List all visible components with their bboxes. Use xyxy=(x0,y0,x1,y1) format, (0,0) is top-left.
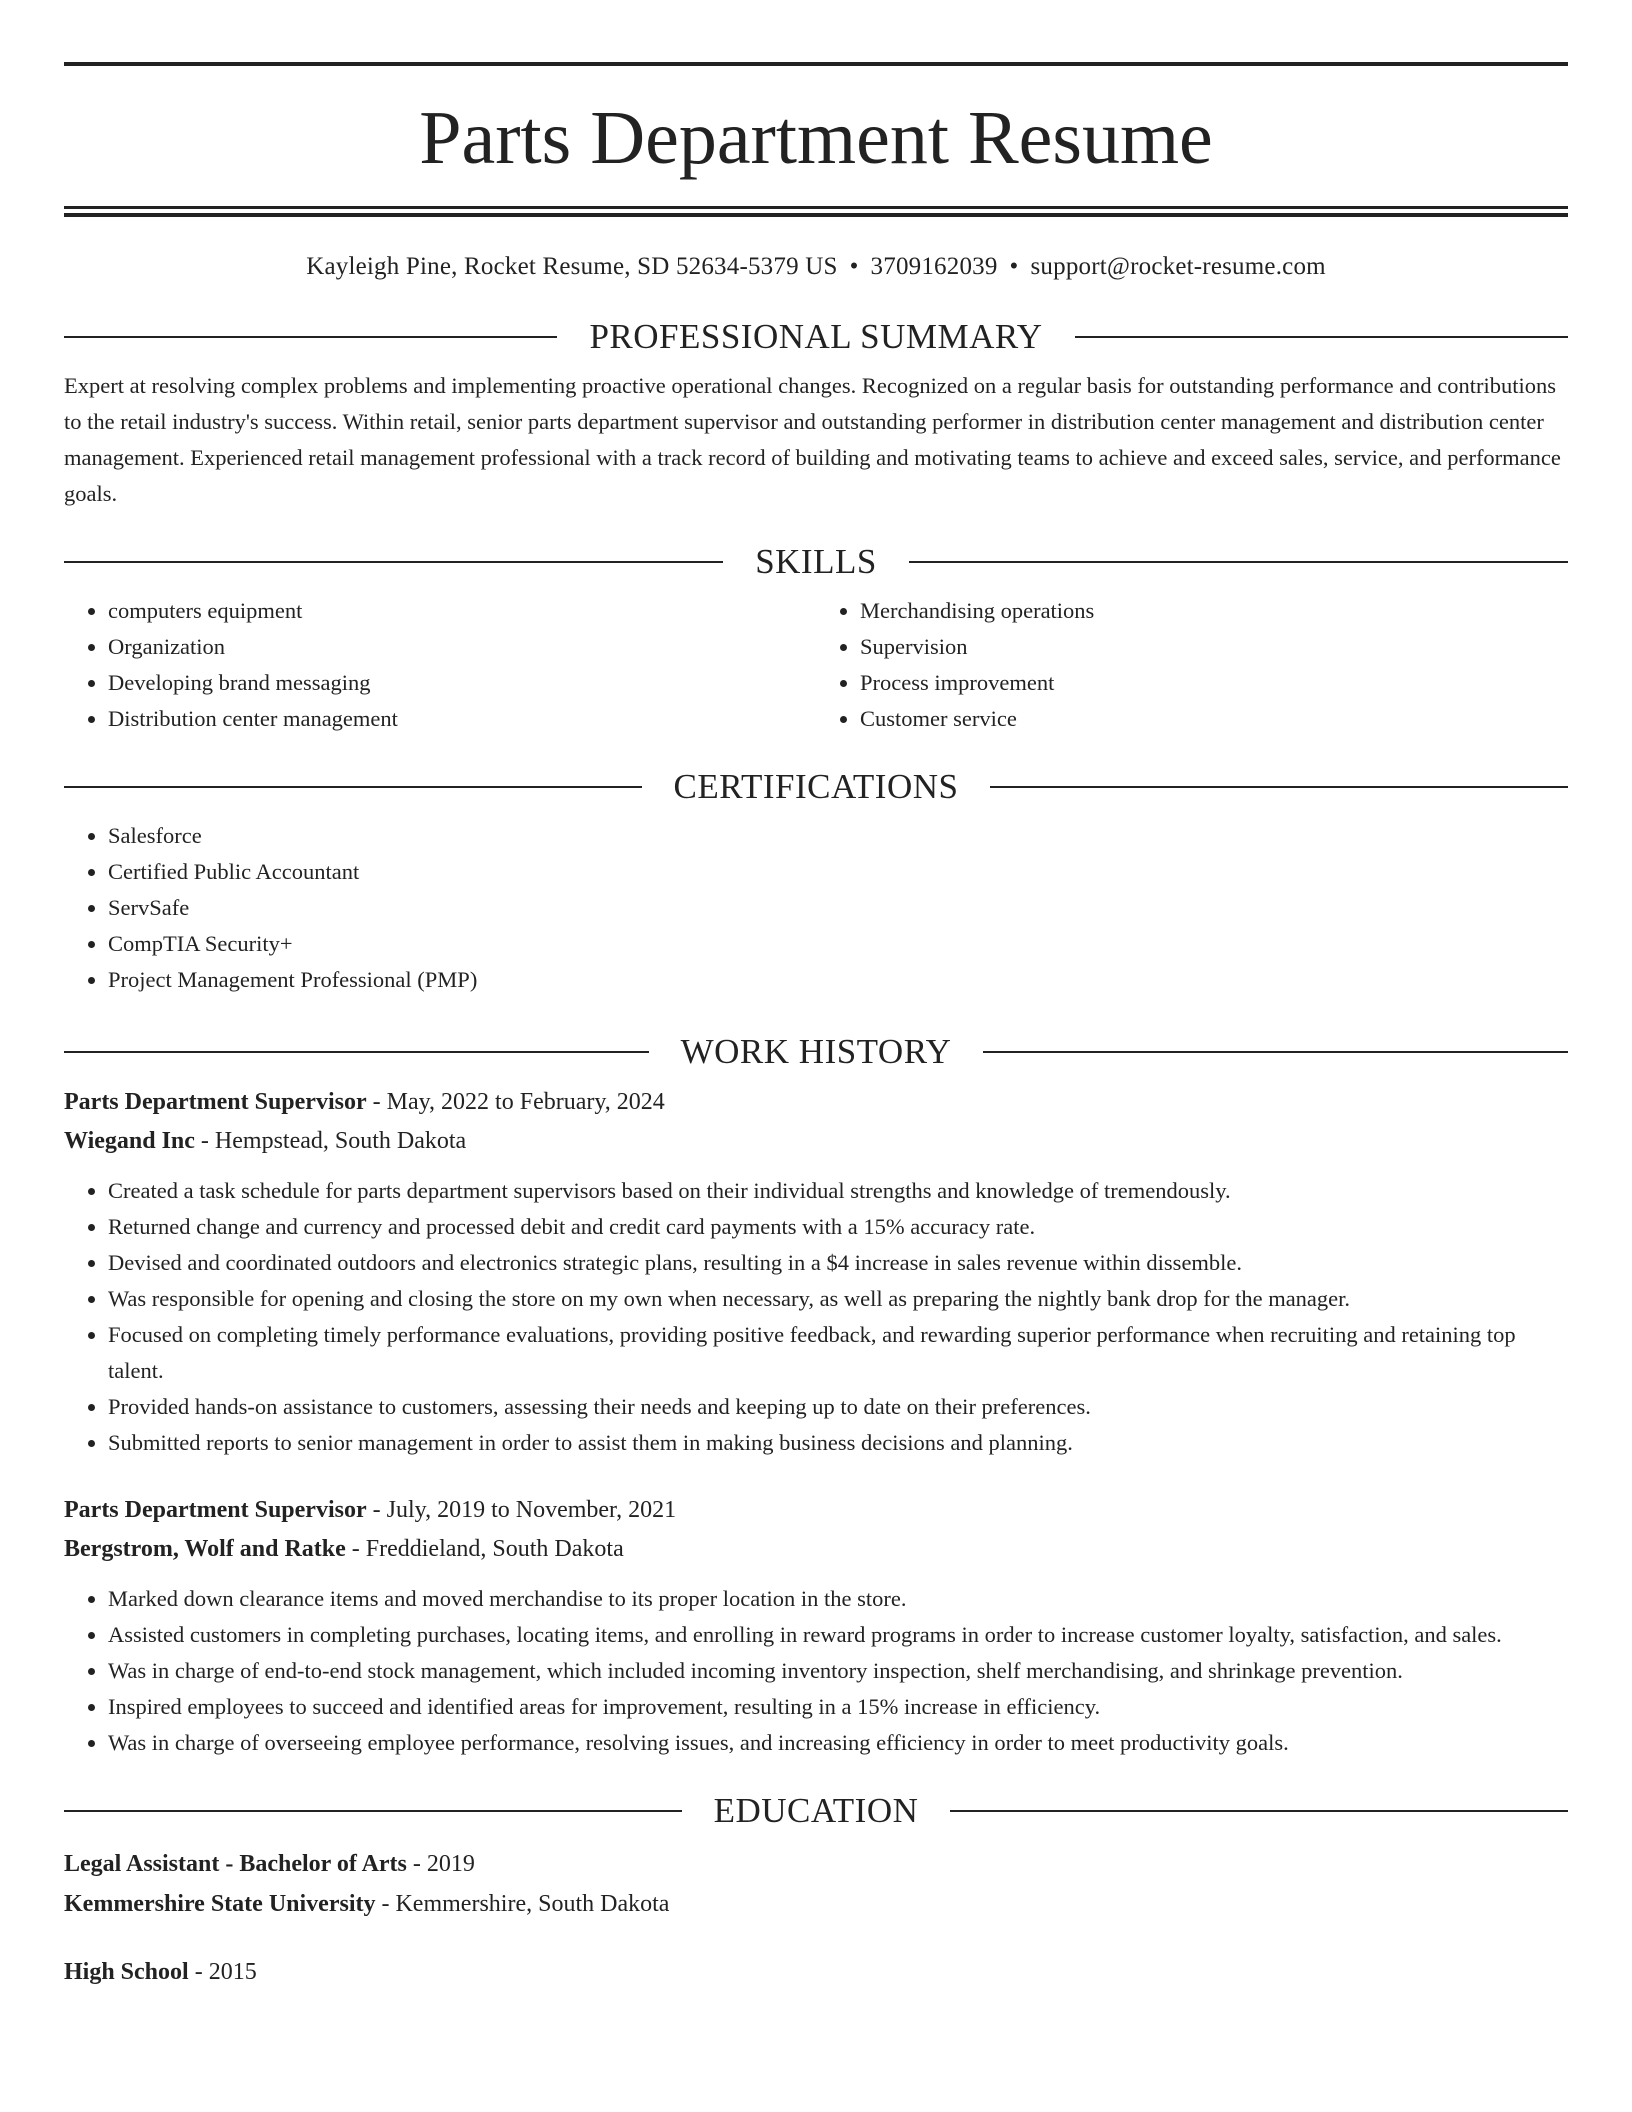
title-double-rule xyxy=(64,206,1568,217)
section-rule xyxy=(64,786,642,788)
skill-item: • Process improvement xyxy=(860,665,1568,701)
certification-item: • ServSafe xyxy=(108,890,1568,926)
job-bullet: • Was responsible for opening and closing the store on my own when necessary, as well as preparing the nightly bank drop for the manager. xyxy=(108,1281,1568,1317)
job-dates: - May, 2022 to February, 2024 xyxy=(366,1089,665,1115)
page-title: Parts Department Resume xyxy=(419,96,1213,180)
skills-list xyxy=(64,593,1568,737)
job-title-line xyxy=(64,1083,1568,1122)
job-bullets xyxy=(64,1581,1568,1761)
job-bullet: • Was in charge of overseeing employee performance, resolving issues, and increasing efficiency in order to meet productivity goals. xyxy=(108,1725,1568,1761)
section-rule xyxy=(64,336,557,338)
job-bullet: • Devised and coordinated outdoors and electronics strategic plans, resulting in a $4 increase in sales revenue within dissemble. xyxy=(108,1245,1568,1281)
section-title: SKILLS xyxy=(755,542,877,581)
job-location: - Freddieland, South Dakota xyxy=(345,1536,624,1562)
job-bullet: • Provided hands-on assistance to customers, assessing their needs and keeping up to date on their preferences. xyxy=(108,1389,1568,1425)
section-rule xyxy=(983,1051,1568,1053)
section-rule xyxy=(909,561,1568,563)
job-title: Parts Department Supervisor xyxy=(64,1089,367,1115)
job-bullet: • Created a task schedule for parts department supervisors based on their individual strengths and knowledge of tremendously. xyxy=(108,1173,1568,1209)
education-degree-line xyxy=(64,1844,1568,1884)
job-bullet: • Marked down clearance items and moved merchandise to its proper location in the store. xyxy=(108,1581,1568,1617)
section-rule xyxy=(1075,336,1568,338)
certifications-list xyxy=(64,818,1568,998)
job-bullet: • Assisted customers in completing purchases, locating items, and enrolling in reward programs in order to increase customer loyalty, satisfaction, and sales. xyxy=(108,1617,1568,1653)
section-title: PROFESSIONAL SUMMARY xyxy=(589,317,1043,356)
section-title: EDUCATION xyxy=(713,1791,919,1830)
job-bullet: • Focused on completing timely performance evaluations, providing positive feedback, and rewarding superior performance when recruiting and retaining top talent. xyxy=(108,1317,1568,1389)
certification-item: • Project Management Professional (PMP) xyxy=(108,962,1568,998)
section-header-education xyxy=(64,1793,1568,1828)
contact-line xyxy=(64,253,1568,281)
education-degree: Legal Assistant - Bachelor of Arts xyxy=(64,1851,407,1877)
job-title: Parts Department Supervisor xyxy=(64,1497,367,1523)
job-entry xyxy=(64,1083,1568,1461)
section-header-summary xyxy=(64,319,1568,354)
skill-item: • Supervision xyxy=(860,629,1568,665)
job-company-line xyxy=(64,1122,1568,1161)
education-school: Kemmershire State University xyxy=(64,1891,376,1917)
summary-text: Expert at resolving complex problems and implementing proactive operational changes. Recognized on a regular basis for outstanding performance and contributions to the retail industry's success. Within retail, senior parts department supervisor and outstanding performer in distribution center management and distribution center management. Experienced retail management professional with a track record of building and motivating teams to achieve and exceed sales, service, and performance goals. xyxy=(64,373,1561,506)
job-bullet: • Returned change and currency and processed debit and credit card payments with a 15% accuracy rate. xyxy=(108,1209,1568,1245)
job-company-line xyxy=(64,1530,1568,1569)
job-dates: - July, 2019 to November, 2021 xyxy=(366,1497,677,1523)
education-entry xyxy=(64,1844,1568,1924)
education-year: - 2015 xyxy=(188,1959,257,1985)
section-rule xyxy=(64,561,723,563)
skill-item: • Organization xyxy=(108,629,816,665)
skill-item: • Distribution center management xyxy=(108,701,816,737)
education-degree: High School xyxy=(64,1959,189,1985)
certification-item: • CompTIA Security+ xyxy=(108,926,1568,962)
contact-address: Kayleigh Pine, Rocket Resume, SD 52634-5379 US xyxy=(306,253,838,280)
certification-item: • Certified Public Accountant xyxy=(108,854,1568,890)
section-rule xyxy=(64,1810,682,1812)
top-rule xyxy=(64,62,1568,66)
job-bullet: • Inspired employees to succeed and identified areas for improvement, resulting in a 15% increase in efficiency. xyxy=(108,1689,1568,1725)
skill-item: • Customer service xyxy=(860,701,1568,737)
job-company: Bergstrom, Wolf and Ratke xyxy=(64,1536,346,1562)
job-bullets xyxy=(64,1173,1568,1461)
skills-column-right xyxy=(816,593,1568,737)
skill-item: • Merchandising operations xyxy=(860,593,1568,629)
skill-item: • Developing brand messaging xyxy=(108,665,816,701)
job-title-line xyxy=(64,1491,1568,1530)
skill-item: • computers equipment xyxy=(108,593,816,629)
section-rule xyxy=(64,1051,649,1053)
education-degree-line xyxy=(64,1952,1568,1992)
education-school-line xyxy=(64,1884,1568,1924)
section-rule xyxy=(990,786,1568,788)
certification-item: • Salesforce xyxy=(108,818,1568,854)
job-bullet: • Submitted reports to senior management in order to assist them in making business decisions and planning. xyxy=(108,1425,1568,1461)
job-bullet: • Was in charge of end-to-end stock management, which included incoming inventory inspection, shelf merchandising, and shrinkage prevention. xyxy=(108,1653,1568,1689)
contact-email[interactable]: support@rocket-resume.com xyxy=(1030,253,1326,280)
job-entry xyxy=(64,1491,1568,1761)
section-header-certifications xyxy=(64,769,1568,804)
contact-separator: • xyxy=(849,253,859,280)
education-year: - 2019 xyxy=(406,1851,475,1877)
education-entry xyxy=(64,1952,1568,1992)
contact-phone: 3709162039 xyxy=(870,253,998,280)
section-header-skills xyxy=(64,544,1568,579)
resume-page xyxy=(64,0,1568,1992)
skills-column-left xyxy=(64,593,816,737)
education-location: - Kemmershire, South Dakota xyxy=(375,1891,670,1917)
section-rule xyxy=(950,1810,1568,1812)
section-header-work xyxy=(64,1034,1568,1069)
job-location: - Hempstead, South Dakota xyxy=(194,1128,467,1154)
section-title: CERTIFICATIONS xyxy=(673,767,959,806)
contact-separator: • xyxy=(1009,253,1019,280)
job-company: Wiegand Inc xyxy=(64,1128,195,1154)
section-title: WORK HISTORY xyxy=(680,1032,952,1071)
